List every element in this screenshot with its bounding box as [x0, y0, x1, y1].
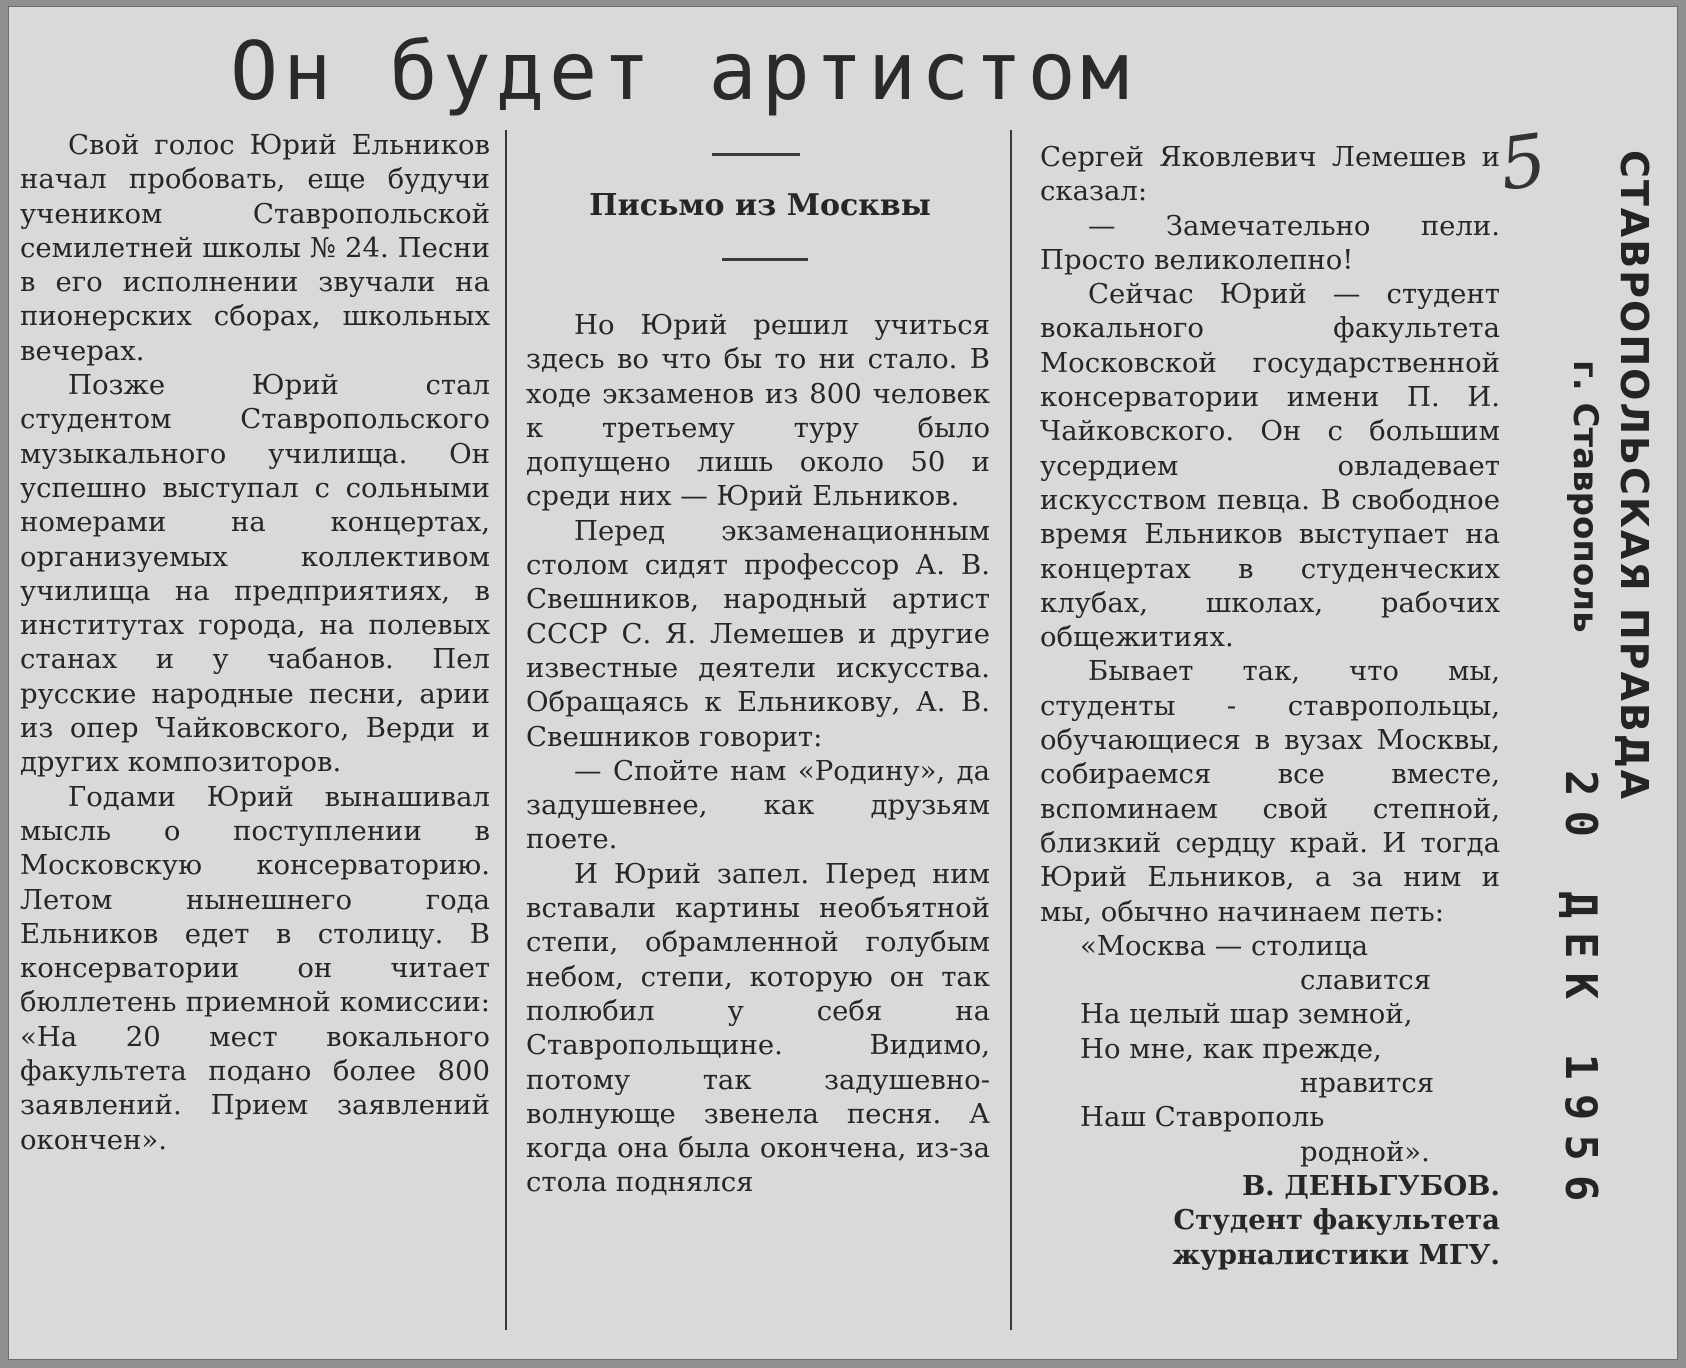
- pencil-mark: 5: [1494, 117, 1552, 207]
- poem-line: «Москва — столица: [1080, 929, 1369, 962]
- paragraph: И Юрий запел. Перед ним вставали картины необъятной степи, обрамленной голубым небом, степи, которую он так полюбил у себя на Ставропольщине. Видимо, потому так задушевно-волнующе звенела песня. А когда она была окончена, из-за стола поднялся: [526, 857, 990, 1199]
- poem-line: Но мне, как прежде,: [1080, 1032, 1382, 1065]
- column-rule-right: [1010, 130, 1012, 1330]
- article-column-3: [1040, 140, 1500, 1272]
- poem-line: славится: [1300, 964, 1432, 997]
- paragraph: Годами Юрий вынашивал мысль о поступлении в Московскую консерваторию. Летом нынешнего года Ельников едет в столицу. В консерватории он читает бюллетень приемной комиссии: «На 20 мест вокального факультета подано более 800 заявлений. Прием заявлений окончен».: [20, 780, 490, 1156]
- newspaper-city-stamp: г. Ставрополь: [1565, 360, 1605, 633]
- subheading: Письмо из Москвы: [589, 188, 931, 223]
- subheading-rule-top: [712, 153, 800, 156]
- headline: Он будет артистом: [230, 25, 1134, 118]
- subheading-rule-bottom: [722, 258, 808, 261]
- poem-line: родной».: [1300, 1135, 1430, 1168]
- newspaper-name-stamp: СТАВРОПОЛЬСКАЯ ПРАВДА: [1612, 150, 1656, 802]
- column-rule-left: [505, 130, 507, 1330]
- author-title-line-1: Студент факультета: [1173, 1204, 1500, 1237]
- paragraph-continuation: Сергей Яковлевич Лемешев и сказал:: [1040, 141, 1500, 208]
- article-column-1: [20, 128, 490, 1157]
- paragraph: — Спойте нам «Родину», да задушевнее, как друзьям поете.: [526, 754, 990, 856]
- paragraph: — Замечательно пели. Просто великолепно!: [1040, 209, 1500, 276]
- author-title-line-2: журналистики МГУ.: [1172, 1238, 1500, 1271]
- paragraph: Сейчас Юрий — студент вокального факультета Московской государственной консерватории имени П. И. Чайковского. Он с большим усердием овладевает искусством певца. В свободное время Ельников выступает на концертах в студенческих клубах, школах, рабочих общежитиях.: [1040, 278, 1500, 654]
- poem-line: Наш Ставрополь: [1080, 1101, 1325, 1134]
- poem-line: нравится: [1300, 1067, 1435, 1100]
- song-quote: [1040, 929, 1500, 1169]
- newspaper-date-stamp: 20 ДЕК 1956: [1555, 770, 1606, 1216]
- paragraph: Перед экзаменационным столом сидят профессор А. В. Свешников, народный артист СССР С. Я. Лемешев и другие известные деятели искусства. Обращаясь к Ельникову, А. В. Свешников говорит:: [526, 514, 990, 753]
- paragraph: Бывает так, что мы, студенты - ставропольцы, обучающиеся в вузах Москвы, собираемся все вместе, вспоминаем свой степной, близкий сердцу край. И тогда Юрий Ельников, а за ним и мы, обычно начинаем петь:: [1040, 655, 1500, 928]
- paragraph: Но Юрий решил учиться здесь во что бы то ни стало. В ходе экзаменов из 800 человек к третьему туру было допущено лишь около 50 и среди них — Юрий Ельников.: [526, 309, 990, 513]
- paragraph: Свой голос Юрий Ельников начал пробовать, еще будучи учеником Ставропольской семилетней школы № 24. Песни в его исполнении звучали на пионерских сборах, школьных вечерах.: [20, 129, 490, 367]
- poem-line: На целый шар земной,: [1080, 998, 1413, 1031]
- author-name: В. ДЕНЬГУБОВ.: [1241, 1169, 1500, 1202]
- paragraph: Позже Юрий стал студентом Ставропольского музыкального училища. Он успешно выступал с сольными номерами на концертах, организуемых коллективом училища на предприятиях, в институтах города, на полевых станах и у чабанов. Пел русские народные песни, арии из опер Чайковского, Верди и других композиторов.: [20, 369, 490, 779]
- article-column-2: [526, 308, 990, 1200]
